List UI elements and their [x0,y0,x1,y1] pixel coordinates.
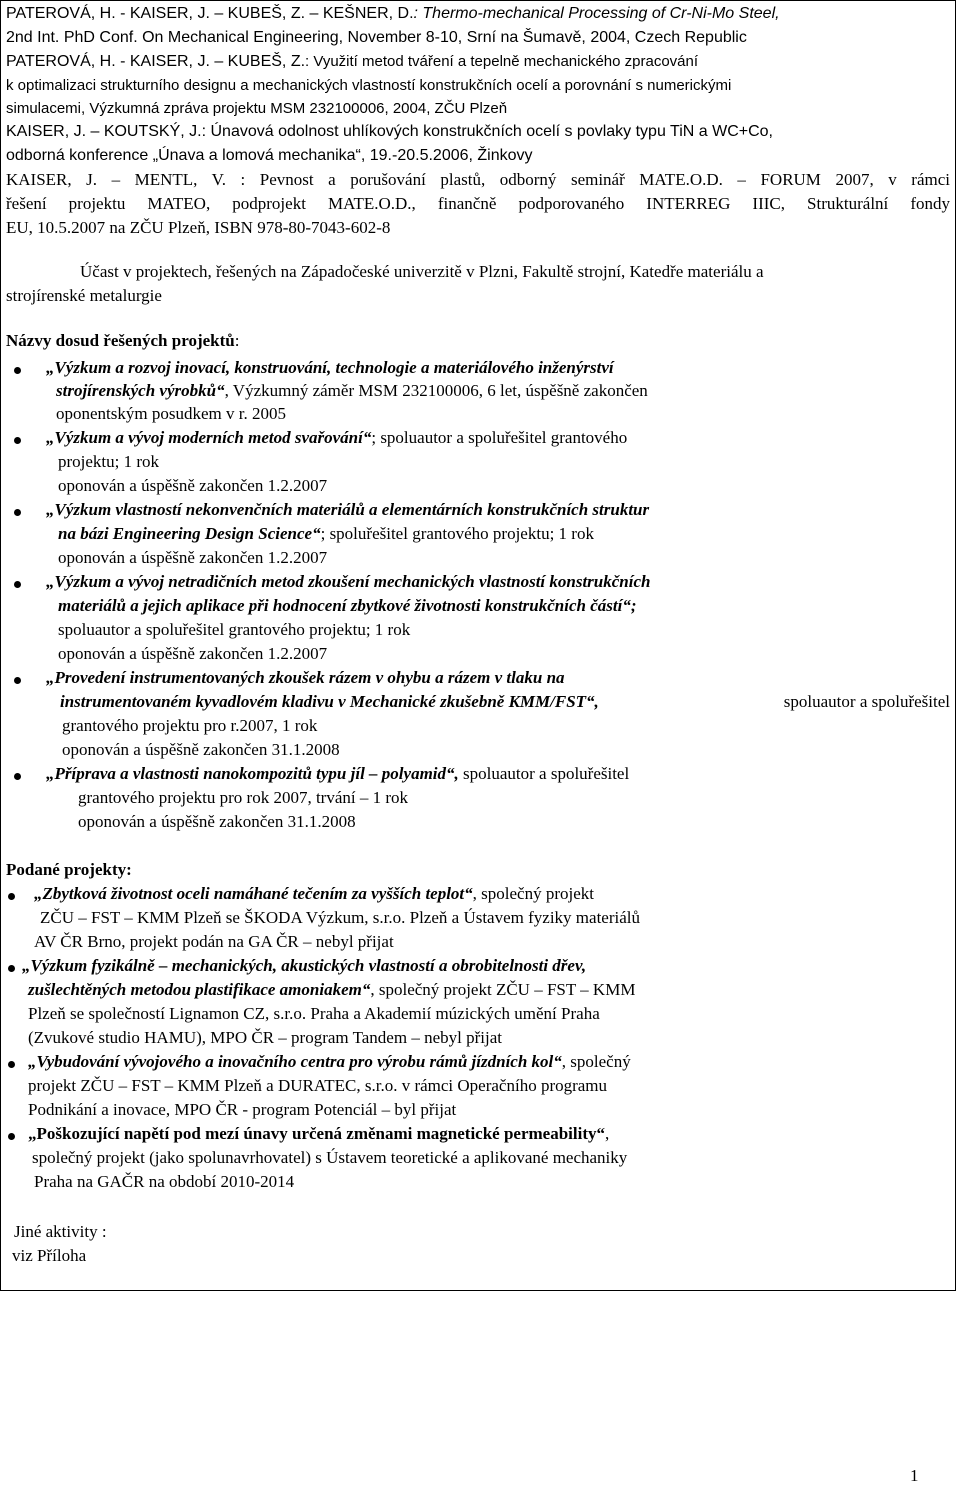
project-2-line-3: oponován a úspěšně zakončen 1.2.2007 [58,476,328,495]
bullet-icon [14,509,21,516]
bullet-icon [14,773,21,780]
project-6-line-2: grantového projektu pro rok 2007, trvání – 1 rok [78,788,409,807]
ref-2-line-2: k optimalizaci strukturního designu a mechanických vlastností konstrukčních ocelí a porovnání s numerickými [6,77,732,94]
project-4-line-2: materiálů a jejich aplikace při hodnocení zbytkové životnosti konstrukčních částí“; [58,596,637,615]
intro-line-1: Účast v projektech, řešených na Západočeské univerzitě v Plzni, Fakultě strojní, Katedře materiálu a [80,262,764,281]
ref-4-line-3: EU, 10.5.2007 na ZČU Plzeň, ISBN 978-80-7043-602-8 [6,218,391,237]
ref-2-line-3: simulacemi, Výzkumná zpráva projektu MSM 232100006, 2004, ZČU Plzeň [6,100,508,117]
ref-1-line-2: 2nd Int. PhD Conf. On Mechanical Engineering, November 8-10, Srní na Šumavě, 2004, Czech Republic [6,29,747,46]
project-4-line-4: oponován a úspěšně zakončen 1.2.2007 [58,644,328,663]
bullet-icon [14,677,21,684]
submitted-3-line-3: Podnikání a inovace, MPO ČR - program Potenciál – byl přijat [28,1100,457,1119]
project-2-line-1: „Výzkum a vývoj moderních metod svařování“; spoluautor a spoluřešitel grantového [46,428,628,447]
other-activities-value: viz Příloha [12,1246,87,1265]
submitted-projects-heading: Podané projekty: [6,860,132,879]
project-5-line-2: instrumentovaném kyvadlovém kladivu v Mechanické zkušebně KMM/FST“, spoluautor a spoluřešitel [60,692,950,711]
submitted-4-line-2: společný projekt (jako spolunavrhovatel) s Ústavem teoretické a aplikované mechaniky [32,1148,628,1167]
bullet-icon [14,367,21,374]
project-4-line-3: spoluautor a spoluřešitel grantového projektu; 1 rok [58,620,411,639]
bullet-icon [8,1133,15,1140]
project-1-line-3: oponentským posudkem v r. 2005 [56,404,286,423]
ref-2-line-1: PATEROVÁ, H. - KAISER, J. – KUBEŠ, Z.: Využití metod tváření a tepelně mechanického zpracování [6,53,699,70]
ref-3-line-1: KAISER, J. – KOUTSKÝ, J.: Únavová odolnost uhlíkových konstrukčních ocelí s povlaky typu TiN a WC+Co, [6,123,773,140]
ref-3-line-2: odborná konference „Únava a lomová mechanika“, 19.-20.5.2006, Žinkovy [6,147,533,164]
ref-4-line-2: řešení projektu MATEO, podprojekt MATE.O.D., finančně podporovaného INTERREG IIIC, Strukturální fondy [6,194,950,213]
project-2-line-2: projektu; 1 rok [58,452,160,471]
ref-1-line-1: PATEROVÁ, H. - KAISER, J. – KUBEŠ, Z. – KEŠNER, D.: Thermo-mechanical Processing of Cr-Ni-Mo Steel, [6,5,780,22]
project-3-line-2: na bázi Engineering Design Science“; spoluřešitel grantového projektu; 1 rok [58,524,594,543]
submitted-2-line-3: Plzeň se společností Lignamon CZ, s.r.o. Praha a Akademií múzických umění Praha [28,1004,600,1023]
bullet-icon [8,1061,15,1068]
project-5-line-3: grantového projektu pro r.2007, 1 rok [62,716,318,735]
submitted-1-line-3: AV ČR Brno, projekt podán na GA ČR – nebyl přijat [34,932,394,951]
project-1-line-2: strojírenských výrobků“, Výzkumný záměr MSM 232100006, 6 let, úspěšně zakončen [56,381,648,400]
submitted-4-line-1: „Poškozující napětí pod mezí únavy určená změnami magnetické permeability“, [28,1124,610,1143]
submitted-4-line-3: Praha na GAČR na období 2010-2014 [34,1172,295,1191]
project-6-line-1: „Příprava a vlastnosti nanokompozitů typu jíl – polyamid“, spoluautor a spoluřešitel [46,764,630,783]
project-5-line-1: „Provedení instrumentovaných zkoušek rázem v ohybu a rázem v tlaku na [46,668,565,687]
intro-line-2: strojírenské metalurgie [6,286,162,305]
project-1-line-1: „Výzkum a rozvoj inovací, konstruování, technologie a materiálového inženýrství [46,358,614,377]
submitted-2-line-4: (Zvukové studio HAMU), MPO ČR – program Tandem – nebyl přijat [28,1028,502,1047]
project-3-line-1: „Výzkum vlastností nekonvenčních materiálů a elementárních konstrukčních struktur [46,500,650,519]
page-number: 1 [910,1466,919,1485]
completed-projects-heading: Názvy dosud řešených projektů: [6,331,240,350]
submitted-1-line-1: „Zbytková životnost oceli namáhané tečením za vyšších teplot“, společný projekt [34,884,594,903]
project-3-line-3: oponován a úspěšně zakončen 1.2.2007 [58,548,328,567]
project-6-line-3: oponován a úspěšně zakončen 31.1.2008 [78,812,356,831]
other-activities-label: Jiné aktivity : [14,1222,107,1241]
bullet-icon [8,893,15,900]
submitted-3-line-1: „Vybudování vývojového a inovačního centra pro výrobu rámů jízdních kol“, společný [28,1052,631,1071]
submitted-2-line-1: „Výzkum fyzikálně – mechanických, akustických vlastností a obrobitelnosti dřev, [22,956,587,975]
ref-4-line-1: KAISER, J. – MENTL, V. : Pevnost a porušování plastů, odborný seminář MATE.O.D. – FORUM 2007, v rámci [6,170,950,189]
bullet-icon [14,437,21,444]
project-4-line-1: „Výzkum a vývoj netradičních metod zkoušení mechanických vlastností konstrukčních [46,572,651,591]
bullet-icon [8,965,15,972]
project-5-line-4: oponován a úspěšně zakončen 31.1.2008 [62,740,340,759]
bullet-icon [14,581,21,588]
submitted-1-line-2: ZČU – FST – KMM Plzeň se ŠKODA Výzkum, s.r.o. Plzeň a Ústavem fyziky materiálů [40,908,640,927]
submitted-2-line-2: zušlechtěných metodou plastifikace amoniakem“, společný projekt ZČU – FST – KMM [28,980,636,999]
submitted-3-line-2: projekt ZČU – FST – KMM Plzeň a DURATEC, s.r.o. v rámci Operačního programu [28,1076,608,1095]
